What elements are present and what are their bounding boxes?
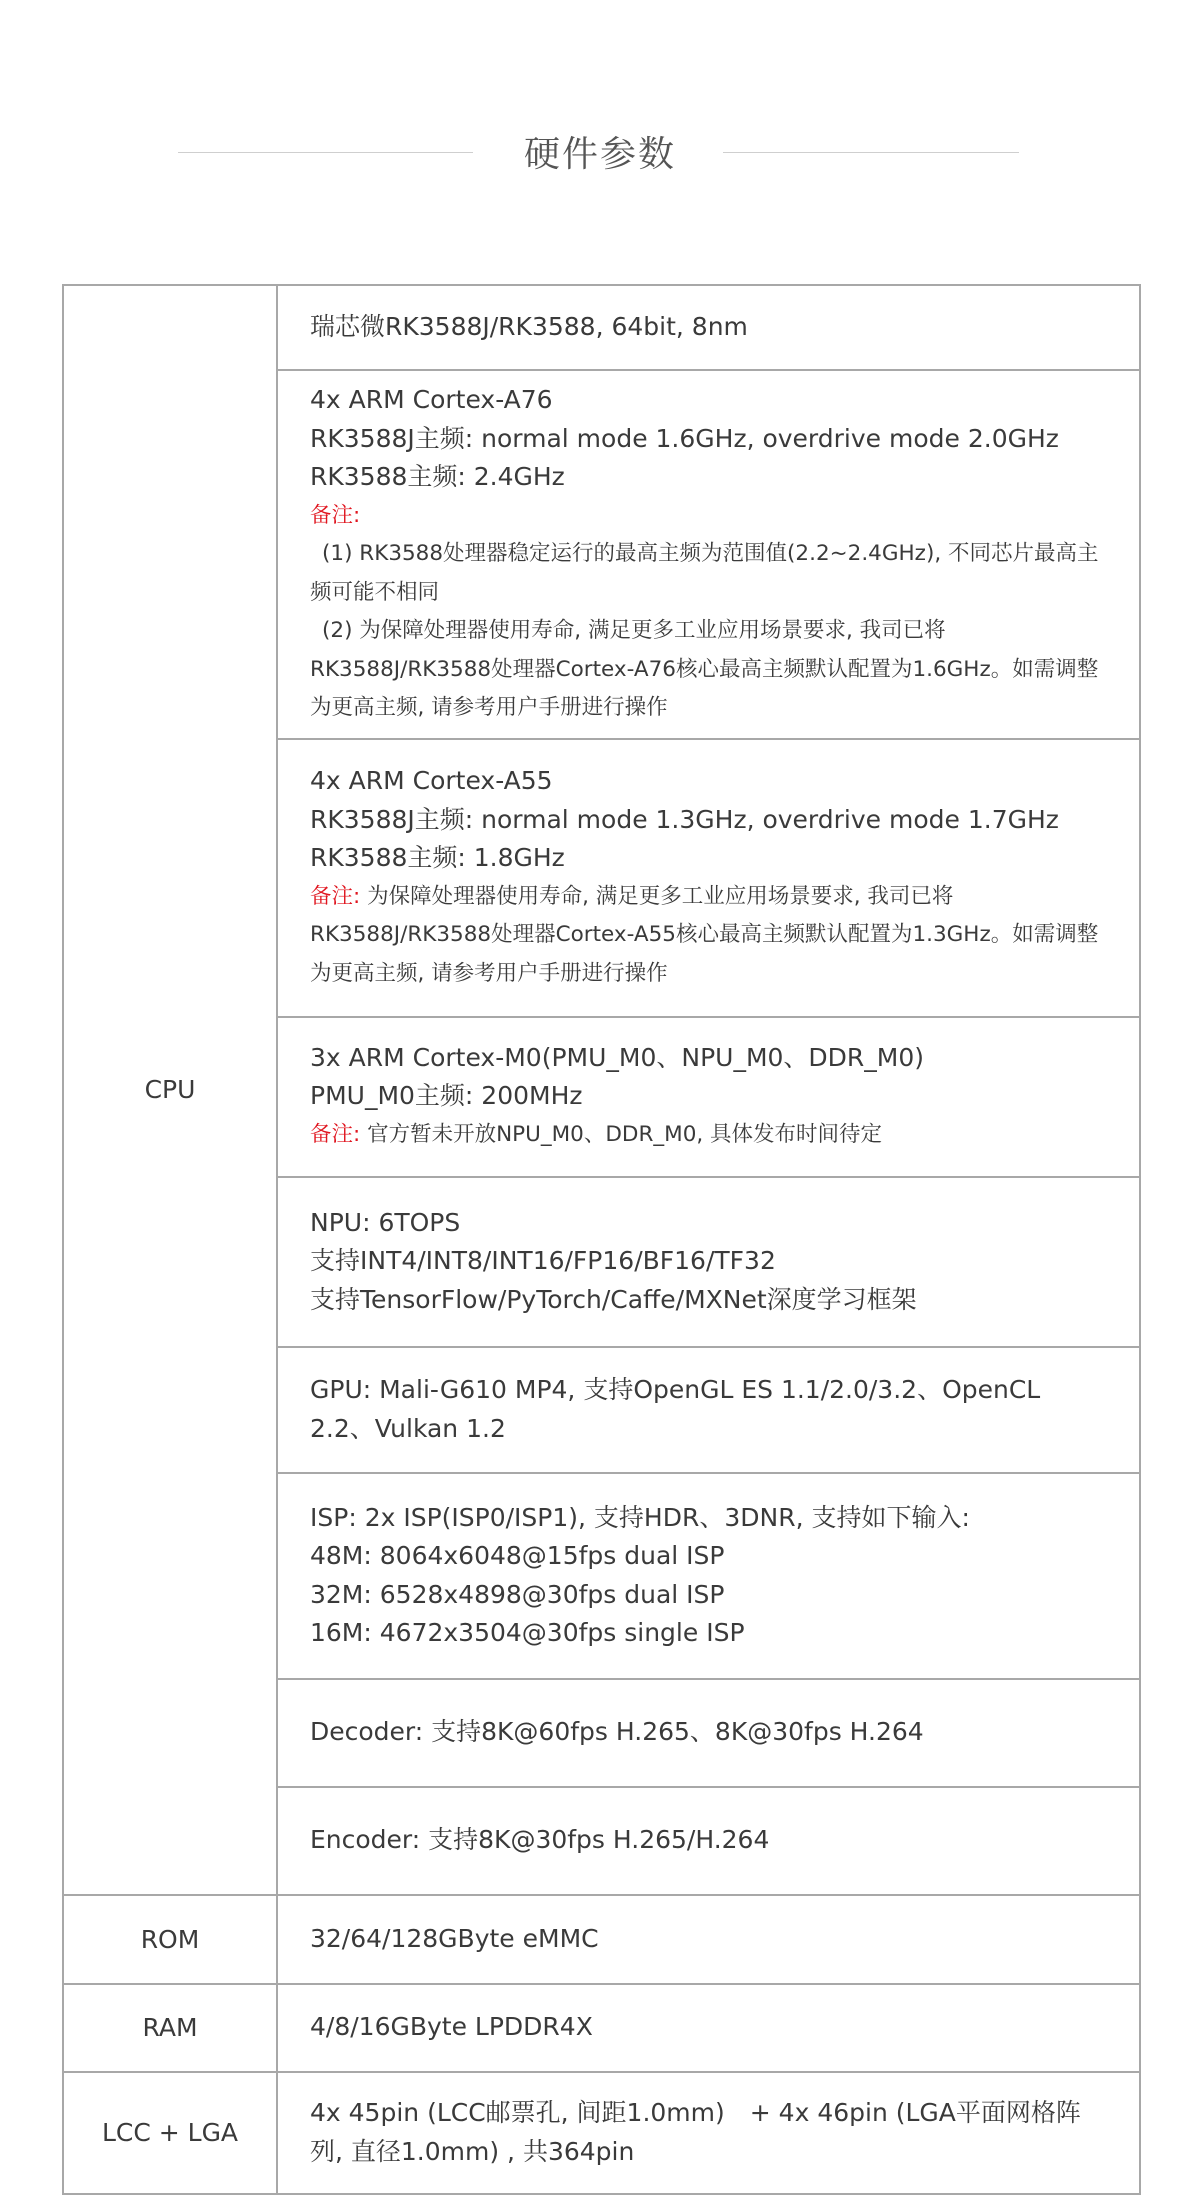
cpu-a76-value: [277, 370, 1140, 739]
cpu-m0-value: [277, 1017, 1140, 1177]
cpu-decoder-value: [277, 1679, 1140, 1787]
table-row: [63, 285, 1140, 370]
a76-note-2: [310, 612, 1109, 728]
npu-tops: NPU: 6TOPS: [310, 1207, 461, 1237]
a76-cores: 4x ARM Cortex-A76: [310, 385, 553, 414]
header-divider-right: [723, 152, 1019, 153]
isp-summary: ISP: 2x ISP(ISP0/ISP1), 支持HDR、3DNR, 支持如下输入:: [310, 1502, 970, 1532]
m0-note-label: 备注:: [310, 1121, 361, 1147]
cpu-gpu-value: [277, 1347, 1140, 1473]
ram-value: [277, 1984, 1140, 2072]
cpu-soc-value: [277, 285, 1140, 370]
m0-cores: 3x ARM Cortex-M0(PMU_M0、NPU_M0、DDR_M0): [310, 1042, 925, 1072]
decoder-text: Decoder: 支持8K@60fps H.265、8K@30fps H.264: [310, 1717, 924, 1747]
a76-rk3588j-freq: RK3588J主频: normal mode 1.6GHz, overdrive mode 2.0GHz: [310, 423, 1059, 453]
a76-note-label: 备注:: [310, 502, 361, 528]
a76-rk3588-freq: RK3588主频: 2.4GHz: [310, 462, 565, 491]
a55-rk3588-freq: RK3588主频: 1.8GHz: [310, 843, 565, 872]
cpu-encoder-value: [277, 1787, 1140, 1895]
a76-note-2-text: (2) 为保障处理器使用寿命, 满足更多工业应用场景要求, 我司已将RK3588J/RK3588处理器Cortex-A76核心最高主频默认配置为1.6GHz。如需调整为更高主频, 请参考用户手册进行操作: [310, 618, 1099, 720]
section-header: [0, 120, 1200, 180]
table-row: [63, 1984, 1140, 2072]
cpu-isp-value: [277, 1473, 1140, 1679]
lcc-lga-text: 4x 45pin (LCC邮票孔, 间距1.0mm) + 4x 46pin (LGA平面网格阵列, 直径1.0mm) , 共364pin: [310, 2098, 1081, 2166]
a76-note-1: [310, 535, 1109, 612]
cpu-soc-text: 瑞芯微RK3588J/RK3588, 64bit, 8nm: [310, 312, 748, 342]
m0-note-text: 官方暂未开放NPU_M0、DDR_M0, 具体发布时间待定: [360, 1121, 883, 1147]
lcc-lga-value: [277, 2072, 1140, 2194]
rom-value: [277, 1895, 1140, 1984]
m0-freq: PMU_M0主频: 200MHz: [310, 1081, 583, 1111]
a55-note-text: 为保障处理器使用寿命, 满足更多工业应用场景要求, 我司已将RK3588J/RK3588处理器Cortex-A55核心最高主频默认配置为1.3GHz。如需调整为更高主频, 请参考用户手册进行操作: [310, 883, 1099, 986]
table-row: [63, 2072, 1140, 2194]
m0-note: [310, 1116, 1109, 1155]
section-title: 硬件参数: [523, 134, 676, 175]
a76-note-1-text: (1) RK3588处理器稳定运行的最高主频为范围值(2.2~2.4GHz), 不同芯片最高主频可能不相同: [310, 541, 1099, 605]
a76-note-label-line: [310, 497, 1109, 536]
a55-note: [310, 878, 1109, 994]
npu-precision: 支持INT4/INT8/INT16/FP16/BF16/TF32: [310, 1246, 776, 1276]
hardware-spec-table: [62, 284, 1141, 2195]
isp-32m: 32M: 6528x4898@30fps dual ISP: [310, 1579, 725, 1609]
encoder-text: Encoder: 支持8K@30fps H.265/H.264: [310, 1825, 770, 1855]
table-row: [63, 1895, 1140, 1984]
isp-16m: 16M: 4672x3504@30fps single ISP: [310, 1618, 745, 1647]
rom-text: 32/64/128GByte eMMC: [310, 1923, 599, 1953]
ram-text: 4/8/16GByte LPDDR4X: [310, 2012, 593, 2042]
cpu-npu-value: [277, 1177, 1140, 1347]
lcc-lga-label: LCC + LGA: [63, 2072, 277, 2194]
cpu-label: CPU: [63, 285, 277, 1895]
gpu-text: GPU: Mali-G610 MP4, 支持OpenGL ES 1.1/2.0/3.2、OpenCL 2.2、Vulkan 1.2: [310, 1375, 1041, 1443]
a55-note-label: 备注:: [310, 883, 361, 909]
a55-rk3588j-freq: RK3588J主频: normal mode 1.3GHz, overdrive mode 1.7GHz: [310, 804, 1059, 834]
cpu-a55-value: [277, 739, 1140, 1017]
isp-48m: 48M: 8064x6048@15fps dual ISP: [310, 1541, 725, 1570]
a55-cores: 4x ARM Cortex-A55: [310, 766, 553, 795]
ram-label: RAM: [63, 1984, 277, 2072]
npu-frameworks: 支持TensorFlow/PyTorch/Caffe/MXNet深度学习框架: [310, 1284, 917, 1314]
rom-label: ROM: [63, 1895, 277, 1984]
